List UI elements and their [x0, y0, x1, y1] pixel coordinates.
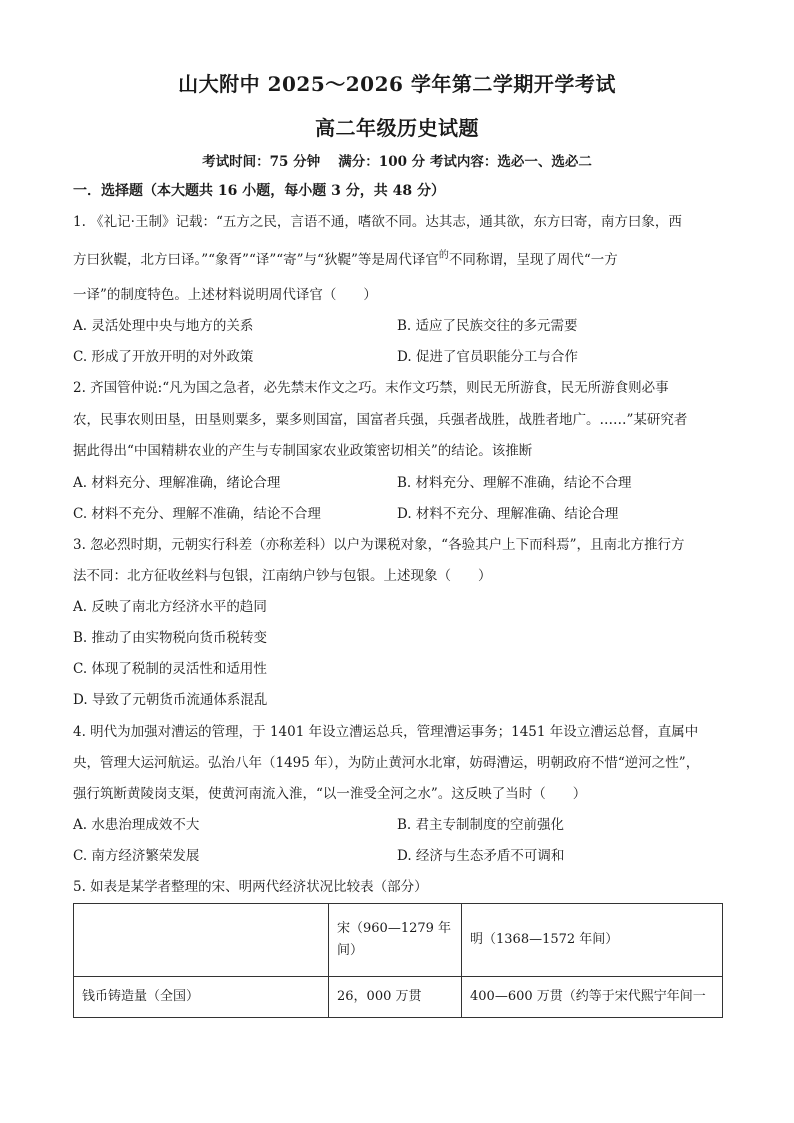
- q4-line-1: 4. 明代为加强对漕运的管理，于 1401 年设立漕运总兵，管理漕运事务；1451 年设立漕运总督，直属中: [73, 724, 699, 740]
- q4-option-c: C. 南方经济繁荣发展: [73, 848, 200, 864]
- table-header-cell: 宋（960—1279 年间）: [329, 904, 462, 977]
- q4-option-d: D. 经济与生态矛盾不可调和: [397, 848, 565, 864]
- table-header-row: [74, 904, 723, 977]
- table-cell: 钱币铸造量（全国）: [74, 977, 329, 1018]
- q3-option-d: D. 导致了元朝货币流通体系混乱: [73, 692, 268, 708]
- q1-option-a: A. 灵活处理中央与地方的关系: [73, 318, 254, 334]
- q2-option-c: C. 材料不充分、理解不准确，结论不合理: [73, 506, 321, 522]
- q4-option-a: A. 水患治理成效不大: [73, 817, 200, 833]
- q2-line-2: 农，民事农则田垦，田垦则粟多，粟多则国富，国富者兵强，兵强者战胜，战胜者地广。……”某研究者: [73, 412, 688, 428]
- comparison-table: [73, 903, 723, 1018]
- q2-line-1: 2. 齐国管仲说:“凡为国之急者，必先禁末作文之巧。末作文巧禁，则民无所游食，民无所游食则必事: [73, 380, 669, 396]
- q1-line-2a: 方曰狄鞮，北方曰译。”“象胥”“译”“寄”与“狄鞮”等是周代译官: [73, 252, 439, 268]
- q4-line-3: 强行筑断黄陵岗支渠，使黄河南流入淮，“以一淮受全河之水”。这反映了当时（ ）: [73, 786, 587, 802]
- q4-option-b: B. 君主专制制度的空前强化: [397, 817, 565, 833]
- table-row: [74, 977, 723, 1018]
- q1-option-b: B. 适应了民族交往的多元需要: [397, 318, 578, 334]
- exam-title: 山大附中 2025～2026 学年第二学期开学考试: [178, 72, 616, 96]
- q5-line-1: 5. 如表是某学者整理的宋、明两代经济状况比较表（部分）: [73, 879, 428, 895]
- section-heading: 一．选择题（本大题共 16 小题，每小题 3 分，共 48 分）: [73, 183, 445, 199]
- q3-option-c: C. 体现了税制的灵活性和适用性: [73, 661, 267, 677]
- q2-line-3: 据此得出“中国精耕农业的产生与专制国家农业政策密切相关”的结论。该推断: [73, 443, 533, 459]
- q1-line-1: 1. 《礼记·王制》记载：“五方之民，言语不通，嗜欲不同。达其志，通其欲，东方曰寄，南方曰象，西: [73, 214, 682, 230]
- q4-line-2: 央，管理大运河航运。弘治八年（1495 年），为防止黄河水北窜，妨碍漕运，明朝政府不惜“逆河之性”，: [73, 755, 700, 771]
- q1-superscript: 的: [438, 250, 449, 261]
- q3-option-b: B. 推动了由实物税向货币税转变: [73, 630, 268, 646]
- q3-option-a: A. 反映了南北方经济水平的趋同: [73, 599, 267, 615]
- q3-line-2: 法不同：北方征收丝料与包银，江南纳户钞与包银。上述现象（ ）: [73, 568, 492, 584]
- q1-line-2b: 不同称谓，呈现了周代“一方: [448, 252, 618, 268]
- q2-option-b: B. 材料充分、理解不准确，结论不合理: [397, 475, 632, 491]
- q1-line-2: [73, 250, 723, 272]
- table-header-cell: [74, 904, 329, 977]
- q1-option-c: C. 形成了开放开明的对外政策: [73, 349, 254, 365]
- q2-option-a: A. 材料充分、理解准确，绪论合理: [73, 475, 281, 491]
- table-cell: 400—600 万贯（约等于宋代熙宁年间一: [462, 977, 723, 1018]
- table-cell: 26，000 万贯: [329, 977, 462, 1018]
- table-header-cell: 明（1368—1572 年间）: [462, 904, 723, 977]
- q1-option-d: D. 促进了官员职能分工与合作: [397, 349, 578, 365]
- q3-line-1: 3. 忽必烈时期，元朝实行科差（亦称差科）以户为课税对象，“各验其户上下而科焉”，且南北方推行方: [73, 537, 685, 553]
- exam-subtitle: 高二年级历史试题: [315, 116, 479, 140]
- q2-option-d: D. 材料不充分、理解准确、结论合理: [397, 506, 619, 522]
- exam-info: 考试时间：75 分钟 满分：100 分 考试内容：选必一、选必二: [202, 154, 592, 170]
- q1-line-3: 一译”的制度特色。上述材料说明周代译官（ ）: [73, 287, 377, 303]
